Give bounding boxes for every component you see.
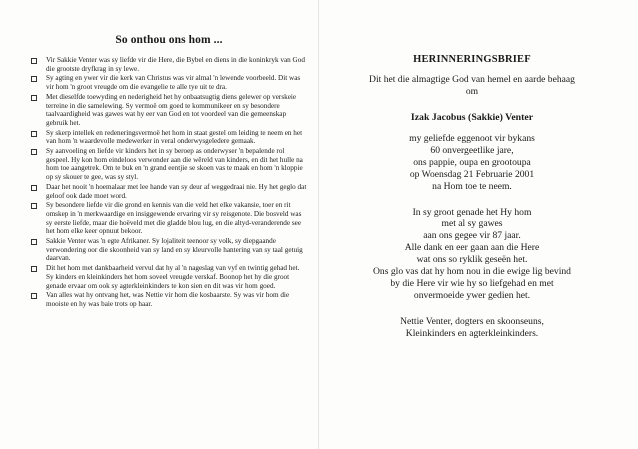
details-line: my geliefde eggenoot vir bykans <box>409 133 535 144</box>
checkbox-bullet-icon <box>31 293 37 299</box>
details-line: 60 onvergeetlike jare, <box>430 144 514 156</box>
checkbox-bullet-icon <box>31 58 37 64</box>
remembrance-item: Sakkie Venter was 'n egte Afrikaner. Sy lojaliteit teenoor sy volk, sy diepgaande verwondering oor die skoonheid van sy land en sy kleurvolle hantering van sy taal getuig daarvan. <box>30 237 308 263</box>
details-block <box>322 133 622 193</box>
intro-line: om <box>465 86 479 97</box>
grace-line: Alle dank en eer gaan aan die Here <box>404 242 540 254</box>
grace-line: by die Here vir wie hy so liefgehad en met <box>390 277 554 289</box>
details-line: na Hom toe te neem. <box>432 180 512 192</box>
remembrance-item: Vir Sakkie Venter was sy liefde vir die Here, die Bybel en diens in die koninkryk van God die grootste dryfkrag in sy lewe. <box>30 56 308 73</box>
details-line: ons pappie, oupa en grootoupa <box>413 156 531 168</box>
remembrance-list <box>30 56 308 309</box>
checkbox-bullet-icon <box>31 266 37 272</box>
checkbox-bullet-icon <box>31 76 37 82</box>
details-line: op Woensdag 21 Februarie 2001 <box>409 168 535 180</box>
remembrance-heading: So onthou ons hom ... <box>115 34 223 46</box>
checkbox-bullet-icon <box>31 203 37 209</box>
grace-line: aan ons gegee vir 87 jaar. <box>423 230 521 242</box>
remembrance-item: Sy aanvoeling en liefde vir kinders het in sy beroep as onderwyser 'n bepalende rol gespeel. Hy kon hom eindeloos verwonder aan die wêreld van kinders, en dit het hulle na hom toe aangetrek. Om te buk en 'n grand eentjie se skoen vas te maak en hom 'n kloppie op sy skouer te gee, was sy styl. <box>30 147 308 182</box>
grace-line: Ons glo vas dat hy hom nou in die ewige lig bevind <box>373 266 571 278</box>
right-column <box>322 54 622 340</box>
remembrance-item: Van alles wat hy ontvang het, was Nettie vir hom die kosbaarste. Sy was vir hom die mooiste en hy was baie trots op haar. <box>30 291 308 308</box>
remembrance-item: Met dieselfde toewyding en nederigheid het hy onbaatsugtig diens gelewer op verskeie terreine in die samelewing. Sy vermoë om goed te kommunikeer en sy besondere taalvaardigheid was gawes wat hy eer van God en tot voordeel van die gemeenskap gebruik het. <box>30 93 308 128</box>
grace-block <box>322 207 622 302</box>
signature-line: Kleinkinders en agterkleinkinders. <box>405 327 539 339</box>
remembrance-item: Sy agting en ywer vir die kerk van Christus was vir almal 'n lewende voorbeeld. Dit was vir hom 'n groot vreugde om die evangelie te alle tye uit te dra. <box>30 74 308 91</box>
checkbox-bullet-icon <box>31 95 37 101</box>
remembrance-item: Sy skerp intellek en redeneringsvermoë het hom in staat gestel om leiding te neem en het van hom 'n waardevolle medewerker in veral onderwysgeledere gemaak. <box>30 129 308 146</box>
intro-line: Dit het die almagtige God van hemel en aarde behaag <box>369 74 575 85</box>
signature-line: Nettie Venter, dogters en skoonseuns, <box>400 315 544 327</box>
checkbox-bullet-icon <box>31 185 37 191</box>
grace-line: In sy groot genade het Hy hom <box>412 206 532 218</box>
signature-block <box>322 316 622 340</box>
letter-title: HERINNERINGSBRIEF <box>413 54 531 65</box>
checkbox-bullet-icon <box>31 239 37 245</box>
checkbox-bullet-icon <box>31 149 37 155</box>
remembrance-item: Dit het hom met dankbaarheid vervul dat hy al 'n nageslag van vyf en twintig gehad het. Sy kinders en kleinkinders het hom soveel vreugde verskaf. Boonop het hy die groot genade ervaar om ook sy agterkleinkinders te kon sien en dit was vir hom goed. <box>30 264 308 290</box>
checkbox-bullet-icon <box>31 131 37 137</box>
page-fold-divider <box>318 0 319 449</box>
grace-line: onvermoeide ywer gedien het. <box>413 289 531 301</box>
remembrance-item: Daar het nooit 'n hoemalaar met lee hande van sy deur af weggedraai nie. Hy het geglo dat geloof ook dade moet word. <box>30 183 308 200</box>
grace-line: wat ons so ryklik geseën het. <box>416 254 528 266</box>
deceased-name: Izak Jacobus (Sakkie) Venter <box>410 112 534 123</box>
grace-line: met al sy gawes <box>441 218 503 230</box>
remembrance-item: Sy besondere liefde vir die grond en kennis van die veld het elke vakansie, toer en rit omskep in 'n merkwaardige en insiggewende ervaring vir sy reisgenote. Die bosveld was sy eerste liefde, maar die hoëveld met die gladde blou lug, en die altyd-veranderende see het hom elke keer opnuut bekoor. <box>30 201 308 236</box>
left-column <box>30 34 308 310</box>
